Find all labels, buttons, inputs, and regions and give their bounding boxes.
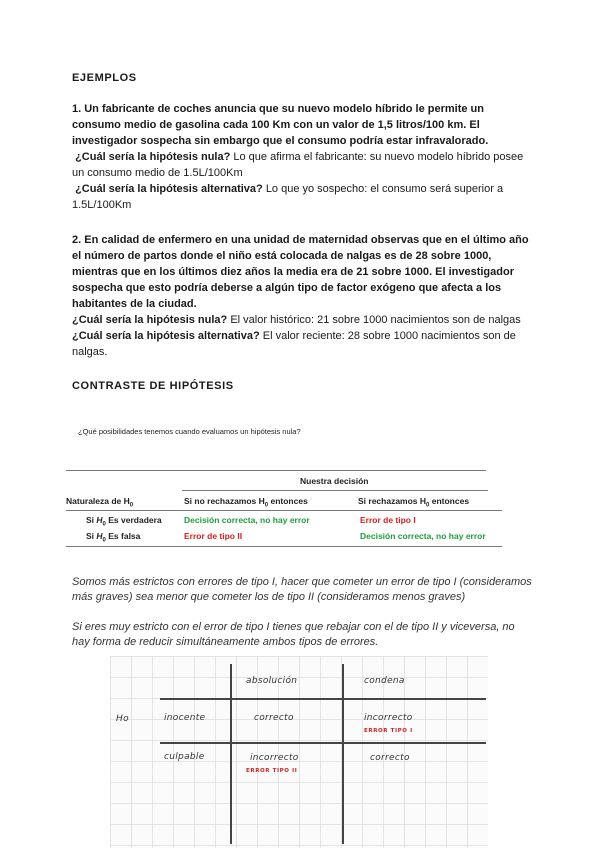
hw-culpable: culpable [164, 752, 205, 762]
example-2-null-answer: El valor histórico: 21 sobre 1000 nacimientos son de nalgas [230, 314, 521, 326]
example-2 [72, 232, 532, 360]
hw-line-v2 [342, 664, 344, 844]
example-1-null-answer: Lo que afirma el fabricante: su nuevo modelo híbrido posee un consumo medio de 1.5L/100Km [72, 151, 524, 179]
example-1-alt-question: ¿Cuál sería la hipótesis alternativa? [75, 183, 263, 195]
table-row-true-c2: Error de tipo I [360, 515, 416, 525]
table-nature-header: Naturaleza de $H_0$ [66, 496, 134, 509]
handwritten-notes-grid [110, 656, 488, 848]
contrast-heading: CONTRASTE DE HIPÓTESIS [72, 380, 234, 392]
example-2-alt-question: ¿Cuál sería la hipótesis alternativa? [72, 330, 260, 342]
examples-heading: EJEMPLOS [72, 72, 137, 84]
example-1 [72, 101, 532, 213]
hw-error-tipo-1: ERROR TIPO I [364, 728, 413, 734]
note-2: Si eres muy estricto con el error de tipo I tienes que rebajar con el de tipo II y viceversa, no hay forma de reducir simultáneamente ambos tipos de errores. [72, 621, 515, 648]
example-2-statement: 2. En calidad de enfermero en una unidad de maternidad observas que en el último año el número de partos donde el niño está colocada de nalgas es de 28 sobre 1000, mientras que en los últimos diez años la media era de 21 sobre 1000. El investigador sospecha que esto podría deberse a algún tipo de factor exógeno que afecta a los habitantes de la ciudad. [72, 234, 529, 310]
hypothesis-decision-table [64, 410, 504, 560]
hw-absolucion: absolución [246, 676, 298, 686]
table-divider-head [66, 510, 502, 511]
table-divider-mid [182, 490, 488, 491]
hw-incorrecto-2: incorrecto [250, 753, 299, 763]
table-divider-top [66, 470, 486, 471]
hw-incorrecto-1: incorrecto [364, 713, 413, 723]
example-1-statement: 1. Un fabricante de coches anuncia que su nuevo modelo híbrido le permite un consumo medio de gasolina cada 100 Km con un valor de 1,5 litros/100 km. El investigador sospecha sin embargo que el consumo podría estar infravalorado. [72, 103, 489, 147]
example-2-null-question: ¿Cuál sería la hipótesis nula? [72, 314, 228, 326]
hw-inocente: inocente [164, 713, 206, 723]
hw-error-tipo-2: ERROR TIPO II [246, 768, 298, 774]
hw-h0: Ho [116, 714, 129, 724]
table-row-false-c2: Decisión correcta, no hay error [360, 531, 486, 541]
example-1-alt-answer: Lo que yo sospecho: el consumo será superior a 1.5L/100Km [72, 183, 504, 211]
table-decision-header: Nuestra decisión [300, 476, 369, 486]
hw-condena: condena [364, 676, 405, 686]
table-col2-header: Si rechazamos $H_0$ entonces [358, 496, 470, 509]
example-1-null-question: ¿Cuál sería la hipótesis nula? [75, 151, 231, 163]
hw-line-h2 [160, 742, 486, 744]
hw-correcto-1: correcto [254, 713, 294, 723]
table-divider-bottom [66, 546, 502, 547]
example-2-alt-answer: El valor reciente: 28 sobre 1000 nacimientos son de nalgas. [72, 330, 516, 358]
table-row-true-c1: Decisión correcta, no hay error [184, 515, 310, 525]
note-1: Somos más estrictos con errores de tipo I, hacer que cometer un error de tipo I (consideramos más graves) sea menor que cometer los de tipo II (consideramos menos graves) [72, 576, 532, 603]
hw-correcto-2: correcto [370, 753, 410, 763]
hw-line-v1 [230, 664, 232, 844]
table-row-true-label: Si $H_0$ Es verdadera [86, 515, 162, 528]
table-row-false-c1: Error de tipo II [184, 531, 243, 541]
table-col1-header: Si no rechazamos $H_0$ entonces [184, 496, 308, 509]
table-question: ¿Qué posibilidades tenemos cuando evaluamos un hipótesis nula? [78, 427, 301, 436]
hw-line-h1 [160, 698, 486, 700]
table-row-false-label: Si $H_0$ Es falsa [86, 531, 141, 544]
